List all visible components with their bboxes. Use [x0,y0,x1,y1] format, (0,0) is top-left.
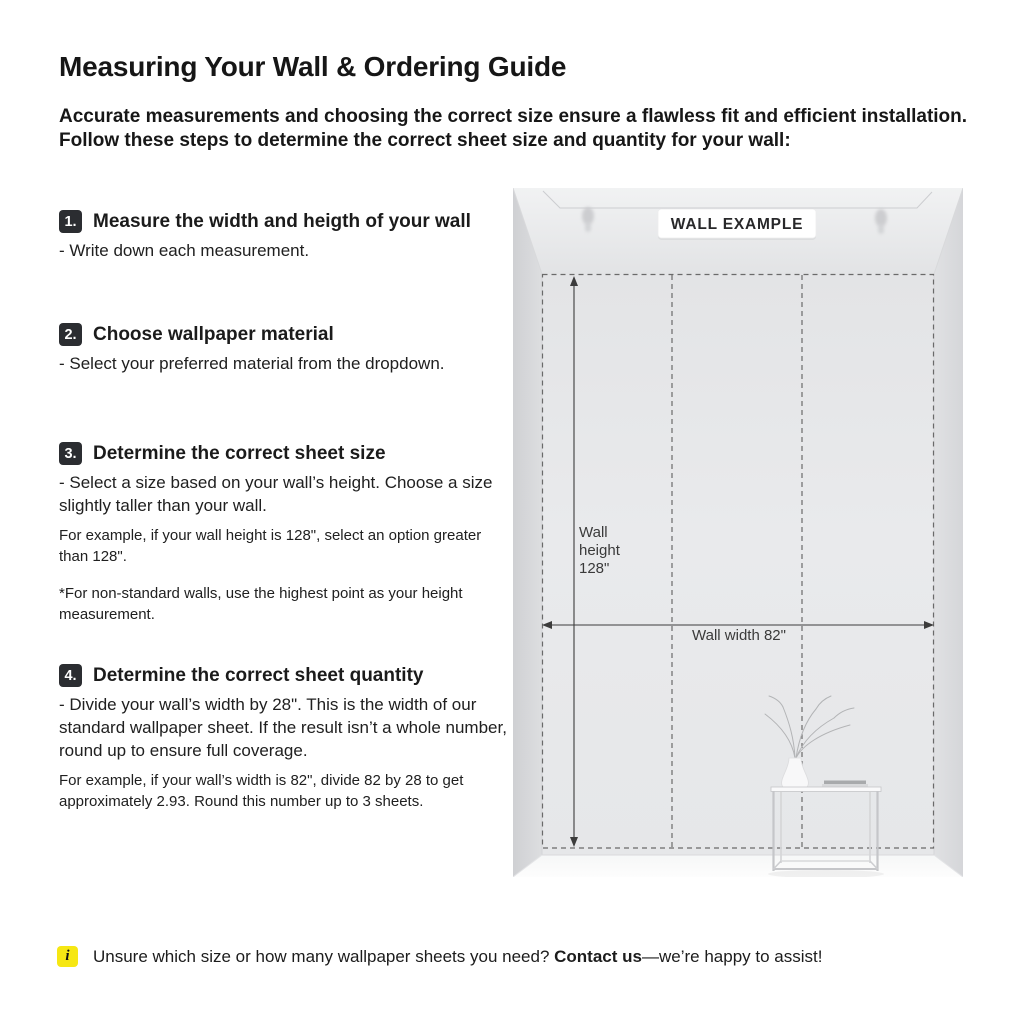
wall-width-label: Wall width 82" [692,627,786,644]
step-1-body: - Write down each measurement. [59,241,310,260]
step-3-number-badge: 3. [59,442,82,465]
footer-text-after: —we’re happy to assist! [641,947,823,966]
footer-help-text [93,945,822,968]
step-1-title: Measure the width and heigth of your wall [93,210,471,232]
page-title: Measuring Your Wall & Ordering Guide [59,51,567,82]
step-4-body: - Divide your wall’s width by 28". This is the width of our standard wallpaper sheet. If the result isn’t a whole number, round up to ensure full coverage. [59,695,507,760]
wall-example-badge-label: WALL EXAMPLE [670,216,804,233]
step-2-number-badge: 2. [59,323,82,346]
step-1 [59,210,511,262]
step-3-header [59,442,511,465]
step-3-body: - Select a size based on your wall’s height. Choose a size slightly taller than your wall. [59,473,493,515]
step-4 [59,664,511,812]
right-side-wall [934,188,963,877]
wall-example-photo [513,188,963,877]
step-4-example: For example, if your wall’s width is 82", divide 82 by 28 to get approximately 2.93. Round this number up to 3 sheets. [59,772,464,810]
step-2-header [59,323,511,346]
footer-help-note [57,945,822,968]
step-2-body: - Select your preferred material from the dropdown. [59,354,445,373]
step-3-title: Determine the correct sheet size [93,442,386,464]
step-2 [59,323,511,375]
left-side-wall [513,188,542,877]
floor [513,855,963,877]
step-1-header [59,210,511,233]
footer-text-before: Unsure which size or how many wallpaper sheets you need? [93,947,555,966]
step-4-title: Determine the correct sheet quantity [93,664,424,686]
svg-text:Wall: Wall [579,524,608,541]
step-2-title: Choose wallpaper material [93,323,334,345]
intro-paragraph: Accurate measurements and choosing the correct size ensure a flawless fit and efficient installation. Follow these steps to determine the correct sheet size and quantity for your wall: [59,106,968,151]
step-4-header [59,664,511,687]
info-icon: i [57,946,78,967]
svg-text:height: height [579,542,620,559]
step-1-number-badge: 1. [59,210,82,233]
books [822,781,868,788]
step-3-note: *For non-standard walls, use the highest point as your height measurement. [59,585,463,623]
step-4-number-badge: 4. [59,664,82,687]
wall-example-badge [658,209,816,240]
svg-text:128": 128" [579,560,610,577]
step-3-example: For example, if your wall height is 128", select an option greater than 128". [59,527,482,565]
step-3 [59,442,511,625]
contact-us-link[interactable]: Contact us [554,947,642,966]
